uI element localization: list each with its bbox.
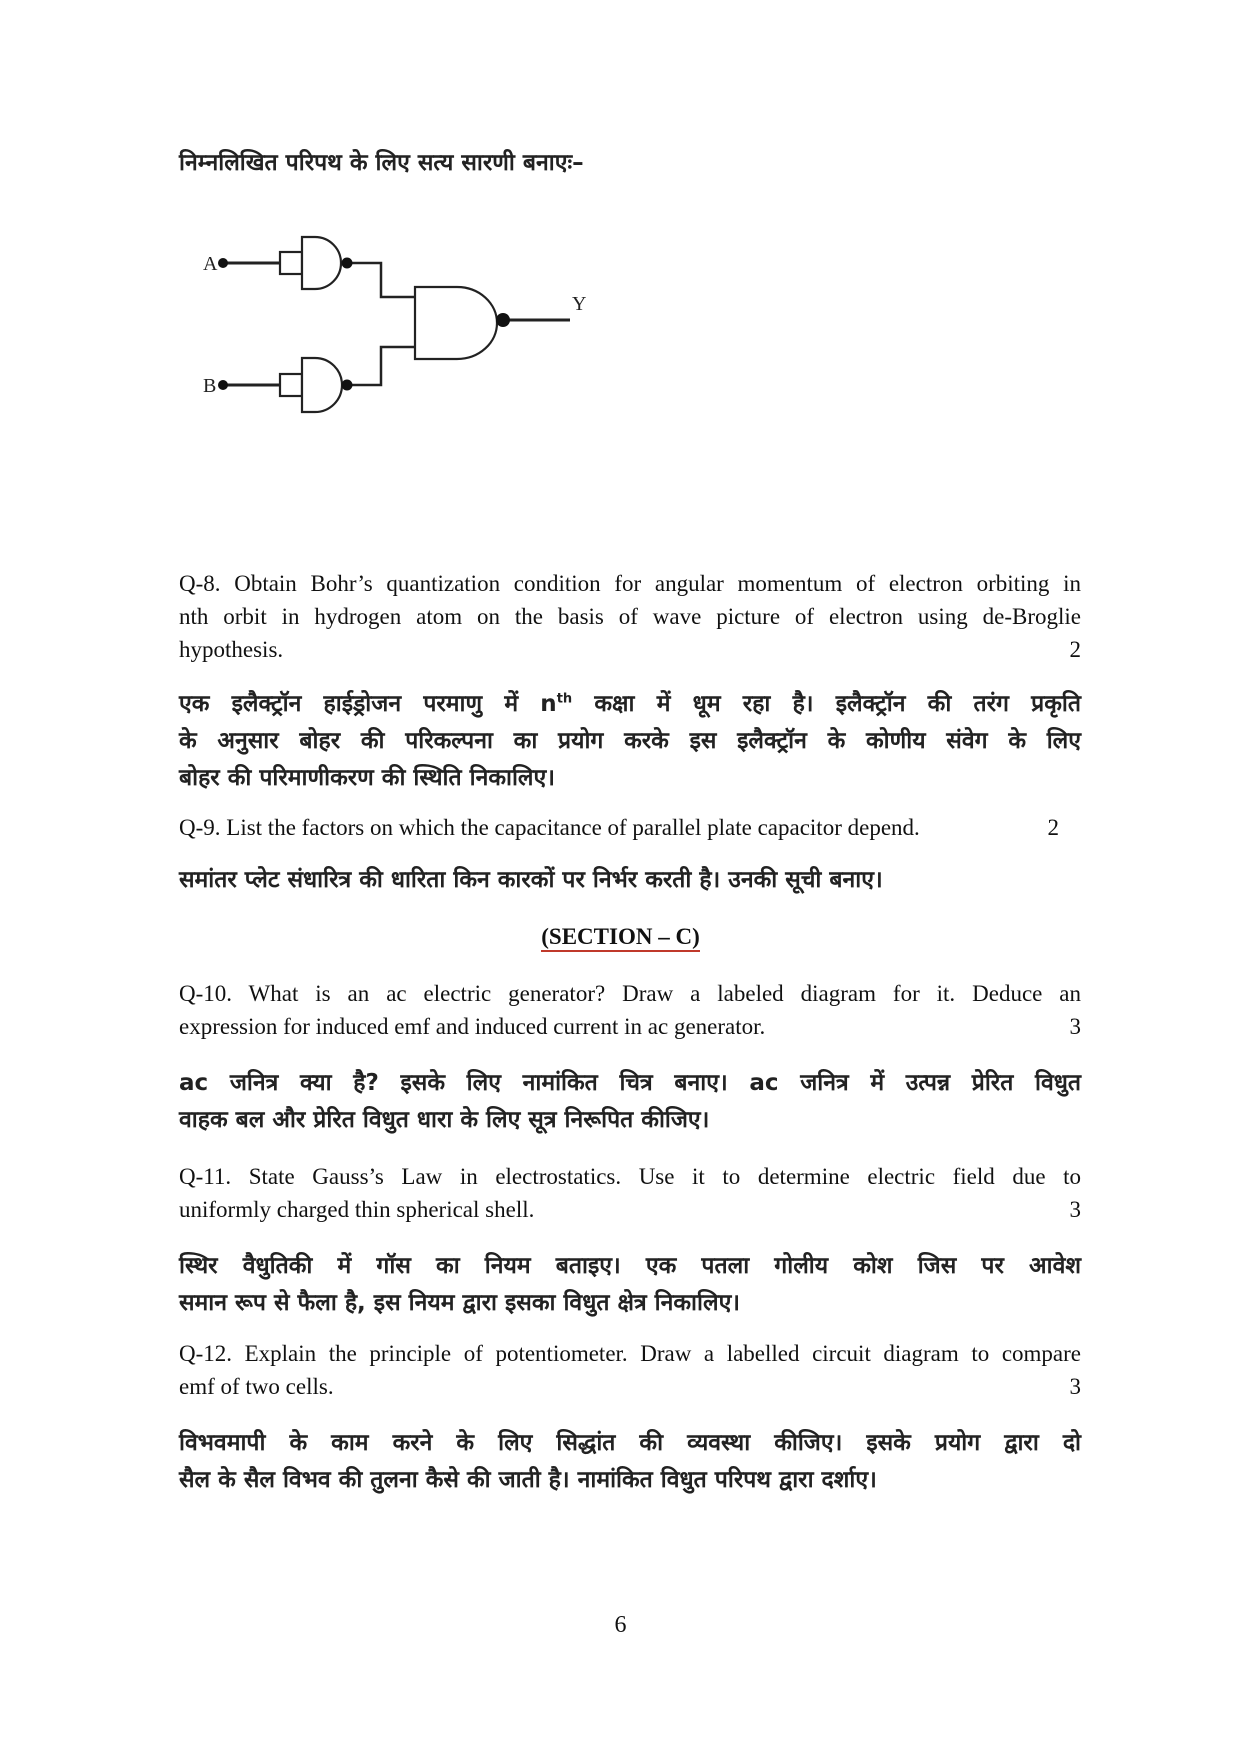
nand-bubble-bottom xyxy=(342,380,353,391)
q11-hindi: स्थिर वैधुतिकी में गॉस का नियम बताइए। एक पतला गोलीय कोश जिस पर आवेश समान रूप से फैला है, इस नियम द्वारा इसका विधुत क्षेत्र निकालिए। xyxy=(179,1253,1081,1316)
q8-marks: 2 xyxy=(1069,637,1081,662)
q8-hindi: एक इलैक्ट्रॉन हाईड्रोजन परमाणु में $n^{th}$ कक्षा में धूम रहा है। इलैक्ट्रॉन की तरंग प्रकृति के अनुसार बोहर की परिकल्पना का प्रयोग करके इस इलैक्ट्रॉन के कोणीय संवेग के लिए बोहर की परिमाणीकरण की स्थिति निकालिए। xyxy=(179,691,1081,791)
q8-english: Q-8. Obtain Bohr’s quantization condition for angular momentum of electron orbiting in nth orbit in hydrogen atom on the basis of wave picture of electron using de-Broglie hypothesis. 2 xyxy=(179,567,1081,666)
wire-bottom-to-final xyxy=(350,347,415,385)
label-b: B xyxy=(203,375,217,397)
q12-english: Q-12. Explain the principle of potentiometer. Draw a labelled circuit diagram to compare emf of two cells. 3 xyxy=(179,1337,1081,1403)
nand-gate-top xyxy=(302,237,341,289)
q10-marks: 3 xyxy=(1069,1014,1081,1039)
q9-hindi: समांतर प्लेट संधारित्र की धारिता किन कारकों पर निर्भर करती है। उनकी सूची बनाए। xyxy=(179,867,883,893)
q9-english: Q-9. List the factors on which the capacitance of parallel plate capacitor depend. 2 xyxy=(179,811,1081,844)
input-dot-b xyxy=(218,380,228,390)
circuit-question-hi: निम्नलिखित परिपथ के लिए सत्य सारणी बनाएः– xyxy=(179,150,584,176)
q12-marks: 3 xyxy=(1069,1374,1081,1399)
q10-hindi: ac जनित्र क्या है? इसके लिए नामांकित चित्र बनाए। ac जनित्र में उत्पन्न प्रेरित विधुत वाहक बल और प्रेरित विधुत धारा के लिए सूत्र निरूपित कीजिए। xyxy=(179,1070,1081,1133)
section-heading: (SECTION – C) xyxy=(0,924,1241,950)
label-a: A xyxy=(203,253,218,275)
nand-bubble-final xyxy=(496,313,510,327)
label-y: Y xyxy=(572,293,587,315)
input-dot-a xyxy=(218,258,228,268)
logic-circuit-diagram xyxy=(203,250,675,450)
wire-top-to-final xyxy=(350,263,415,297)
page-number: 6 xyxy=(614,1612,627,1638)
q10-english: Q-10. What is an ac electric generator? Draw a labeled diagram for it. Deduce an expression for induced emf and induced current in ac generator. 3 xyxy=(179,977,1081,1043)
q12-hindi: विभवमापी के काम करने के लिए सिद्धांत की व्यवस्था कीजिए। इसके प्रयोग द्वारा दो सैल के सैल विभव की तुलना कैसे की जाती है। नामांकित विधुत परिपथ द्वारा दर्शाए। xyxy=(179,1430,1081,1493)
q11-marks: 3 xyxy=(1069,1197,1081,1222)
nand-bubble-top xyxy=(342,258,353,269)
nand-gate-final xyxy=(415,287,497,359)
q9-marks: 2 xyxy=(1047,815,1059,840)
gate-input-box-b xyxy=(280,374,302,396)
nand-gate-bottom xyxy=(302,358,342,412)
q11-english: Q-11. State Gauss’s Law in electrostatics. Use it to determine electric field due to uniformly charged thin spherical shell. 3 xyxy=(179,1160,1081,1226)
gate-input-box-a xyxy=(280,252,302,274)
